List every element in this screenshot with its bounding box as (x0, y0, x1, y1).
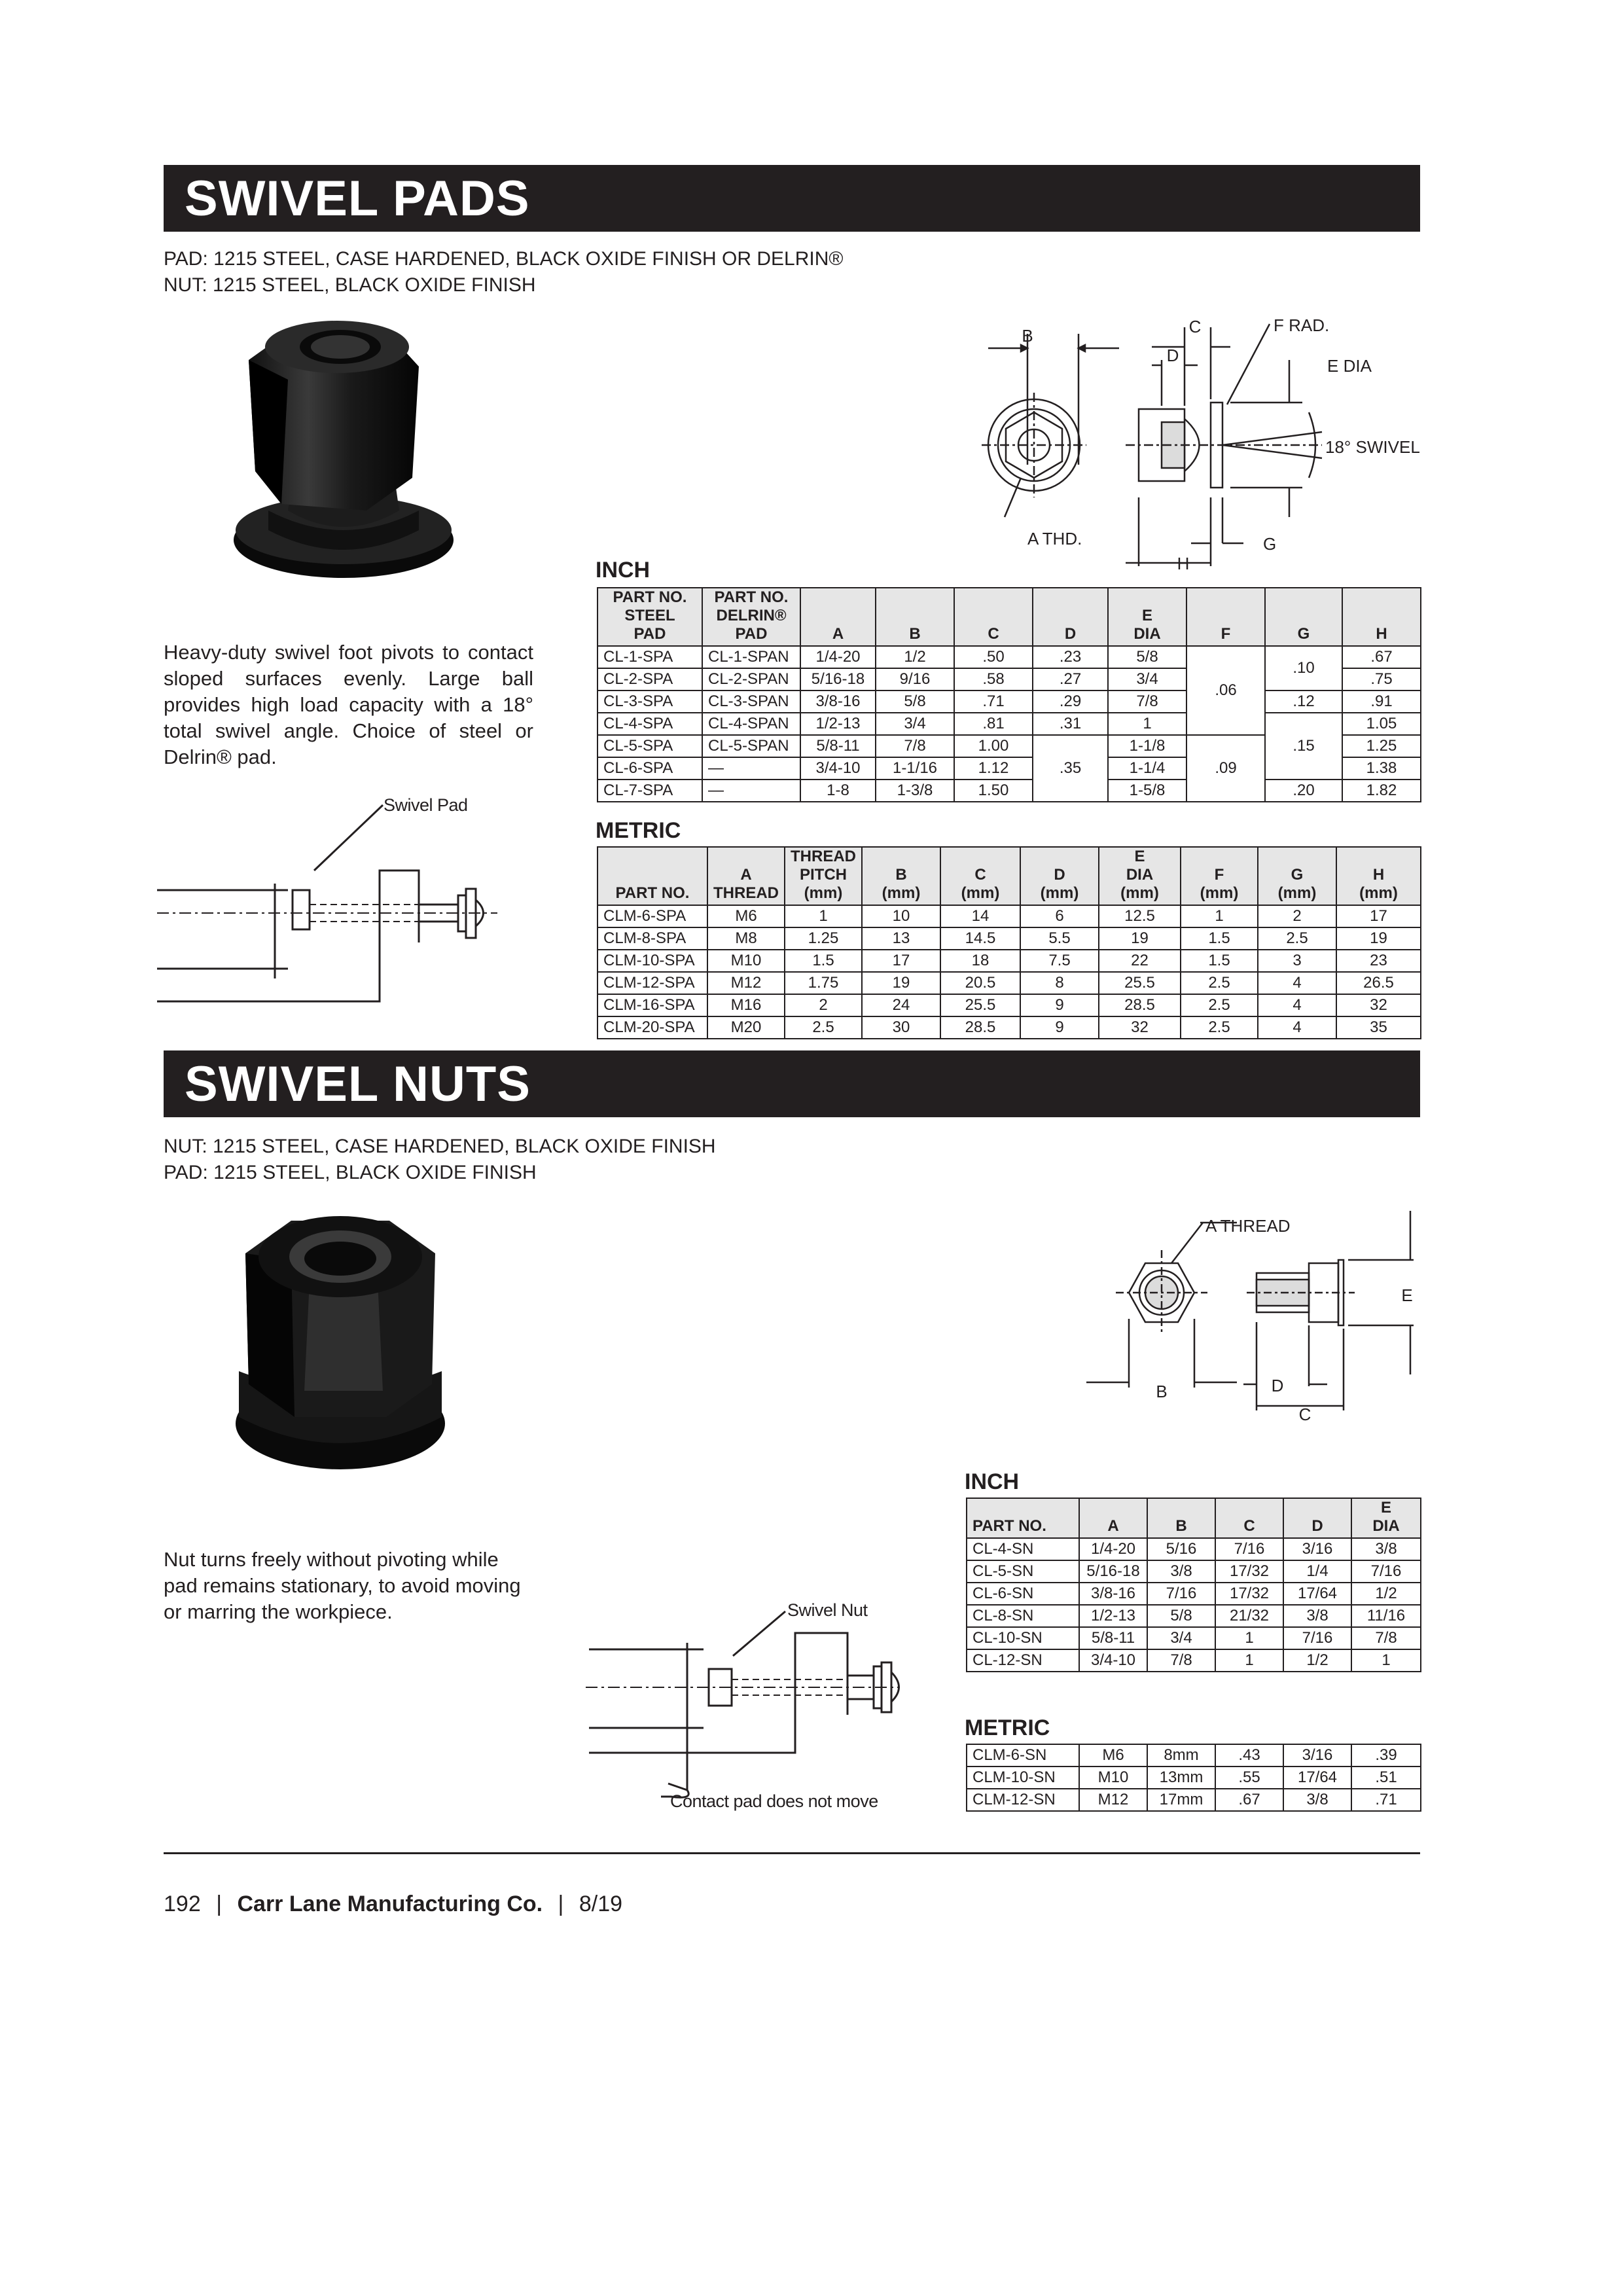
column-header: G (mm) (1258, 847, 1336, 905)
table-row (967, 1627, 1421, 1649)
table-cell: CLM-12-SN (967, 1789, 1079, 1811)
table-cell: 4 (1258, 1016, 1336, 1039)
column-header: PART NO. DELRIN® PAD (702, 588, 800, 646)
table-cell: 1-5/8 (1108, 780, 1186, 802)
column-header: PART NO. STEEL PAD (597, 588, 702, 646)
table-row (967, 1560, 1421, 1583)
table-cell: 1 (785, 905, 862, 927)
dim-label-swivel: 18° SWIVEL (1325, 437, 1420, 457)
table-cell: CLM-10-SPA (597, 950, 707, 972)
table-cell: 8 (1020, 972, 1099, 994)
table-cell: 1 (1108, 713, 1186, 735)
table-cell: 19 (1099, 927, 1181, 950)
table-row (967, 1583, 1421, 1605)
column-header: E DIA (mm) (1099, 847, 1181, 905)
table-title-inch: INCH (596, 558, 651, 583)
table-cell: 9 (1020, 1016, 1099, 1039)
table-cell: M10 (707, 950, 785, 972)
table-cell: M6 (707, 905, 785, 927)
footer-rule (164, 1852, 1420, 1854)
table-cell: CL-3-SPA (597, 691, 702, 713)
table-cell: 20.5 (940, 972, 1020, 994)
table-row (597, 1016, 1421, 1039)
table-cell: CL-4-SPAN (702, 713, 800, 735)
table-row (597, 905, 1421, 927)
table-cell: CL-2-SPAN (702, 668, 800, 691)
table-cell: 1.05 (1342, 713, 1421, 735)
table-cell: 1-8 (800, 780, 876, 802)
table-cell: 17/64 (1283, 1583, 1351, 1605)
table-cell: 3/4-10 (800, 757, 876, 780)
table-cell: .75 (1342, 668, 1421, 691)
table-cell: CLM-6-SPA (597, 905, 707, 927)
table-cell: 3/4 (1147, 1627, 1215, 1649)
table-cell: — (702, 757, 800, 780)
table-cell: 19 (1336, 927, 1421, 950)
table-cell: 28.5 (1099, 994, 1181, 1016)
column-header: F (1186, 588, 1265, 646)
table-cell: 1.12 (954, 757, 1033, 780)
table-title-metric: METRIC (965, 1715, 1050, 1740)
table-cell: 17/64 (1283, 1767, 1351, 1789)
table-cell: 6 (1020, 905, 1099, 927)
table-cell: 1.75 (785, 972, 862, 994)
diagram-caption: Swivel Nut (787, 1600, 868, 1620)
table-cell: 32 (1336, 994, 1421, 1016)
column-header: D (1033, 588, 1108, 646)
table-cell: 5/16-18 (1079, 1560, 1147, 1583)
column-header: F (mm) (1181, 847, 1258, 905)
table-cell: 5/16 (1147, 1538, 1215, 1560)
table-row (967, 1649, 1421, 1672)
table-cell: .55 (1215, 1767, 1283, 1789)
swivel-pad-application-diagram (157, 792, 550, 1028)
table-cell: 17/32 (1215, 1560, 1283, 1583)
table-cell: M8 (707, 927, 785, 950)
table-cell: 1/4-20 (1079, 1538, 1147, 1560)
table-cell: 18 (940, 950, 1020, 972)
dim-label-frad: F RAD. (1274, 315, 1330, 335)
table-cell: .09 (1186, 735, 1265, 802)
table-cell: 8mm (1147, 1744, 1215, 1767)
table-cell: 1.5 (785, 950, 862, 972)
column-header: B (mm) (862, 847, 940, 905)
table-cell: 3 (1258, 950, 1336, 972)
table-row (597, 994, 1421, 1016)
table-cell: 24 (862, 994, 940, 1016)
table-cell: 10 (862, 905, 940, 927)
table-cell: 1 (1215, 1649, 1283, 1672)
table-cell: 1.00 (954, 735, 1033, 757)
table-cell: .91 (1342, 691, 1421, 713)
table-cell: 3/4 (1108, 668, 1186, 691)
table-cell: CL-4-SN (967, 1538, 1079, 1560)
table-cell: 7/16 (1215, 1538, 1283, 1560)
table-cell: CL-8-SN (967, 1605, 1079, 1627)
column-header: E DIA (1108, 588, 1186, 646)
table-cell: 3/8-16 (800, 691, 876, 713)
table-cell: 5/8 (876, 691, 954, 713)
table-cell: 3/8 (1351, 1538, 1421, 1560)
table-cell: 11/16 (1351, 1605, 1421, 1627)
dim-label-h: H (1177, 554, 1190, 573)
material-spec (164, 246, 844, 298)
table-row (967, 1538, 1421, 1560)
table-cell: CL-1-SPA (597, 646, 702, 668)
table-cell: 3/8 (1283, 1789, 1351, 1811)
table-row (967, 1744, 1421, 1767)
table-cell: 25.5 (940, 994, 1020, 1016)
table-cell: .51 (1351, 1767, 1421, 1789)
table-cell: 2.5 (1258, 927, 1336, 950)
column-header: THREAD PITCH (mm) (785, 847, 862, 905)
table-cell: 26.5 (1336, 972, 1421, 994)
table-cell: 3/4-10 (1079, 1649, 1147, 1672)
column-header: C (954, 588, 1033, 646)
column-header: H (mm) (1336, 847, 1421, 905)
swivel-nut-application-diagram (586, 1597, 952, 1813)
table-title-inch: INCH (965, 1469, 1020, 1494)
table-cell: 5/8-11 (1079, 1627, 1147, 1649)
table-cell: .67 (1342, 646, 1421, 668)
dim-label-athread: A THREAD (1205, 1216, 1291, 1236)
table-cell: .58 (954, 668, 1033, 691)
table-row (967, 1789, 1421, 1811)
table-cell: 1/4 (1283, 1560, 1351, 1583)
swivel-pad-photo (223, 314, 458, 602)
table-cell: 5/8 (1108, 646, 1186, 668)
table-cell: 7/8 (876, 735, 954, 757)
table-cell: 1/2-13 (800, 713, 876, 735)
table-cell: CLM-6-SN (967, 1744, 1079, 1767)
table-cell: 21/32 (1215, 1605, 1283, 1627)
table-cell: 9/16 (876, 668, 954, 691)
spec-line: NUT: 1215 STEEL, BLACK OXIDE FINISH (164, 274, 536, 296)
table-cell: CL-3-SPAN (702, 691, 800, 713)
swivel-pads-inch-table (597, 587, 1421, 802)
dim-label-d: D (1166, 346, 1179, 365)
table-cell: — (702, 780, 800, 802)
footer-separator: | (558, 1892, 564, 1916)
page-footer (164, 1892, 622, 1917)
column-header: PART NO. (967, 1498, 1079, 1538)
table-cell: 5/8-11 (800, 735, 876, 757)
table-row (597, 691, 1421, 713)
dim-label-d: D (1271, 1376, 1284, 1395)
table-cell: 2.5 (1181, 972, 1258, 994)
table-cell: 3/8 (1283, 1605, 1351, 1627)
table-cell: CL-6-SPA (597, 757, 702, 780)
table-cell: 3/16 (1283, 1538, 1351, 1560)
table-cell: 22 (1099, 950, 1181, 972)
table-cell: .20 (1265, 780, 1342, 802)
table-cell: 17/32 (1215, 1583, 1283, 1605)
table-cell: 1-1/8 (1108, 735, 1186, 757)
column-header: A (800, 588, 876, 646)
table-header-row (597, 588, 1421, 646)
table-cell: .12 (1265, 691, 1342, 713)
table-cell: CL-4-SPA (597, 713, 702, 735)
table-cell: 32 (1099, 1016, 1181, 1039)
diagram-caption-contact-pad: Contact pad does not move (670, 1791, 878, 1811)
table-cell: CL-5-SPAN (702, 735, 800, 757)
table-cell: 28.5 (940, 1016, 1020, 1039)
table-cell: M12 (1079, 1789, 1147, 1811)
table-row (597, 927, 1421, 950)
column-header: B (876, 588, 954, 646)
table-cell: CLM-12-SPA (597, 972, 707, 994)
swivel-pad-dimension-drawing (955, 308, 1427, 589)
table-cell: 1/4-20 (800, 646, 876, 668)
table-header-row (967, 1498, 1421, 1538)
dim-label-c: C (1188, 317, 1202, 336)
table-cell: 1.5 (1181, 950, 1258, 972)
swivel-nuts-metric-table (966, 1744, 1421, 1812)
table-cell: 17 (1336, 905, 1421, 927)
table-cell: 2.5 (1181, 994, 1258, 1016)
swivel-nuts-inch-table (966, 1498, 1421, 1672)
table-cell: 1.5 (1181, 927, 1258, 950)
column-header: D (1283, 1498, 1351, 1538)
table-cell: M10 (1079, 1767, 1147, 1789)
column-header: H (1342, 588, 1421, 646)
footer-date: 8/19 (579, 1892, 623, 1916)
table-cell: 3/8 (1147, 1560, 1215, 1583)
company-name: Carr Lane Manufacturing Co. (237, 1892, 543, 1916)
table-row (597, 646, 1421, 668)
table-cell: 17 (862, 950, 940, 972)
table-cell: 5.5 (1020, 927, 1099, 950)
table-cell: .06 (1186, 646, 1265, 735)
table-cell: 13 (862, 927, 940, 950)
table-cell: 3/16 (1283, 1744, 1351, 1767)
table-row (967, 1767, 1421, 1789)
table-cell: 9 (1020, 994, 1099, 1016)
table-cell: .23 (1033, 646, 1108, 668)
table-cell: .15 (1265, 713, 1342, 780)
table-cell: 17mm (1147, 1789, 1215, 1811)
table-cell: .27 (1033, 668, 1108, 691)
table-cell: .31 (1033, 713, 1108, 735)
table-cell: 1 (1181, 905, 1258, 927)
table-cell: 7/8 (1108, 691, 1186, 713)
table-cell: CLM-10-SN (967, 1767, 1079, 1789)
table-cell: CL-5-SN (967, 1560, 1079, 1583)
table-cell: 1/2 (1283, 1649, 1351, 1672)
table-cell: CL-5-SPA (597, 735, 702, 757)
table-cell: 1-1/4 (1108, 757, 1186, 780)
table-cell: 1 (1351, 1649, 1421, 1672)
table-cell: 1.82 (1342, 780, 1421, 802)
table-cell: M12 (707, 972, 785, 994)
table-cell: .50 (954, 646, 1033, 668)
column-header: A THREAD (707, 847, 785, 905)
table-cell: 30 (862, 1016, 940, 1039)
table-cell: .71 (1351, 1789, 1421, 1811)
table-cell: 1/2-13 (1079, 1605, 1147, 1627)
table-cell: 1.38 (1342, 757, 1421, 780)
table-cell: 25.5 (1099, 972, 1181, 994)
swivel-nut-dimension-drawing (1080, 1211, 1433, 1427)
dim-label-c: C (1298, 1405, 1311, 1424)
table-cell: .67 (1215, 1789, 1283, 1811)
table-cell: CLM-20-SPA (597, 1016, 707, 1039)
table-cell: 2.5 (1181, 1016, 1258, 1039)
table-cell: 7/8 (1351, 1627, 1421, 1649)
table-cell: .81 (954, 713, 1033, 735)
table-cell: 35 (1336, 1016, 1421, 1039)
column-header: G (1265, 588, 1342, 646)
table-cell: 4 (1258, 972, 1336, 994)
column-header: D (mm) (1020, 847, 1099, 905)
dim-label-athd: A THD. (1027, 529, 1082, 548)
table-row (597, 780, 1421, 802)
footer-separator: | (216, 1892, 223, 1916)
dim-label-e: E (1401, 1285, 1413, 1305)
table-cell: 1-3/8 (876, 780, 954, 802)
table-cell: 7/16 (1147, 1583, 1215, 1605)
table-cell: CLM-8-SPA (597, 927, 707, 950)
table-header-row (597, 847, 1421, 905)
table-cell: 2 (1258, 905, 1336, 927)
table-cell: 1/2 (876, 646, 954, 668)
dim-label-g: G (1263, 534, 1277, 554)
table-cell: 14.5 (940, 927, 1020, 950)
table-cell: 2 (785, 994, 862, 1016)
spec-line: NUT: 1215 STEEL, CASE HARDENED, BLACK OXIDE FINISH (164, 1136, 716, 1157)
table-cell: 14 (940, 905, 1020, 927)
table-title-metric: METRIC (596, 818, 681, 843)
table-cell: 1/2 (1351, 1583, 1421, 1605)
spec-line: PAD: 1215 STEEL, CASE HARDENED, BLACK OXIDE FINISH OR DELRIN® (164, 248, 844, 270)
table-cell: .43 (1215, 1744, 1283, 1767)
table-cell: 1 (1215, 1627, 1283, 1649)
material-spec (164, 1134, 716, 1186)
table-cell: 5/8 (1147, 1605, 1215, 1627)
column-header: A (1079, 1498, 1147, 1538)
table-cell: CL-12-SN (967, 1649, 1079, 1672)
table-row (597, 972, 1421, 994)
section-title: SWIVEL NUTS (185, 1056, 531, 1112)
spec-line: PAD: 1215 STEEL, BLACK OXIDE FINISH (164, 1162, 537, 1183)
table-cell: 13mm (1147, 1767, 1215, 1789)
table-cell: 5/16-18 (800, 668, 876, 691)
table-cell: 7.5 (1020, 950, 1099, 972)
dim-label-b: B (1022, 326, 1033, 346)
table-cell: .10 (1265, 646, 1342, 691)
page-number: 192 (164, 1892, 201, 1916)
table-cell: 12.5 (1099, 905, 1181, 927)
table-cell: CLM-16-SPA (597, 994, 707, 1016)
swivel-nut-photo (232, 1208, 448, 1482)
table-cell: 23 (1336, 950, 1421, 972)
table-cell: .39 (1351, 1744, 1421, 1767)
column-header: PART NO. (597, 847, 707, 905)
column-header: C (mm) (940, 847, 1020, 905)
table-cell: .29 (1033, 691, 1108, 713)
table-cell: 2.5 (785, 1016, 862, 1039)
table-row (597, 713, 1421, 735)
table-cell: CL-7-SPA (597, 780, 702, 802)
table-cell: 3/8-16 (1079, 1583, 1147, 1605)
column-header: C (1215, 1498, 1283, 1538)
table-row (967, 1605, 1421, 1627)
table-cell: 7/16 (1283, 1627, 1351, 1649)
table-cell: 7/16 (1351, 1560, 1421, 1583)
table-cell: 19 (862, 972, 940, 994)
table-cell: CL-6-SN (967, 1583, 1079, 1605)
table-cell: 1.25 (785, 927, 862, 950)
table-cell: .35 (1033, 735, 1108, 802)
table-cell: 1-1/16 (876, 757, 954, 780)
section-banner-swivel-pads (164, 165, 1420, 232)
column-header: E DIA (1351, 1498, 1421, 1538)
table-cell: 3/4 (876, 713, 954, 735)
table-row (597, 950, 1421, 972)
table-cell: 1.50 (954, 780, 1033, 802)
section-title: SWIVEL PADS (185, 171, 530, 226)
table-cell: CL-2-SPA (597, 668, 702, 691)
section-banner-swivel-nuts (164, 1050, 1420, 1117)
table-cell: M6 (1079, 1744, 1147, 1767)
table-cell: .71 (954, 691, 1033, 713)
table-cell: M20 (707, 1016, 785, 1039)
dim-label-edia: E DIA (1327, 356, 1372, 376)
product-description: Heavy-duty swivel foot pivots to contact sloped surfaces evenly. Large ball provides high load capacity with a 18° total swivel angle. Choice of steel or Delrin® pad. (164, 641, 533, 768)
table-cell: 7/8 (1147, 1649, 1215, 1672)
table-cell: 4 (1258, 994, 1336, 1016)
diagram-caption: Swivel Pad (383, 795, 468, 815)
table-cell: CL-1-SPAN (702, 646, 800, 668)
swivel-pads-metric-table (597, 846, 1421, 1039)
dim-label-b: B (1156, 1382, 1168, 1401)
table-cell: 1.25 (1342, 735, 1421, 757)
table-cell: CL-10-SN (967, 1627, 1079, 1649)
table-cell: M16 (707, 994, 785, 1016)
product-description: Nut turns freely without pivoting while pad remains stationary, to avoid moving or marring the workpiece. (164, 1548, 521, 1623)
column-header: B (1147, 1498, 1215, 1538)
